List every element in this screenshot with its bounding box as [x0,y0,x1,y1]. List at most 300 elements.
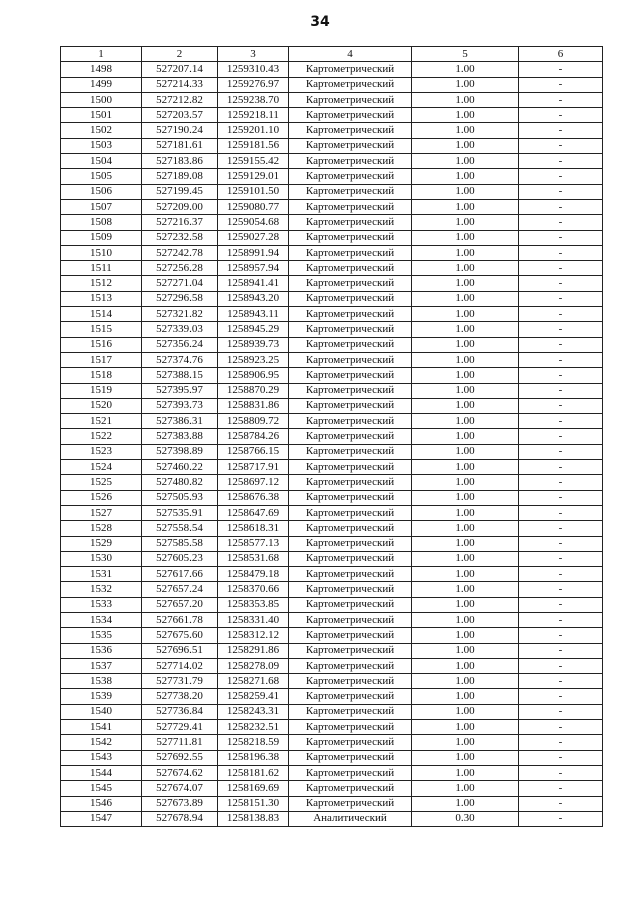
table-row [61,811,603,826]
method-cell: Картометрический [289,582,412,597]
note-cell: - [519,138,603,153]
method-cell: Картометрический [289,154,412,169]
note-cell: - [519,765,603,780]
accuracy-cell: 1.00 [412,674,519,689]
point-number-cell: 1543 [61,750,142,765]
x-coordinate-cell: 527356.24 [142,337,218,352]
accuracy-cell: 1.00 [412,765,519,780]
point-number-cell: 1510 [61,245,142,260]
accuracy-cell: 1.00 [412,536,519,551]
column-header: 4 [289,47,412,62]
x-coordinate-cell: 527207.14 [142,62,218,77]
accuracy-cell: 1.00 [412,475,519,490]
method-cell: Картометрический [289,123,412,138]
point-number-cell: 1515 [61,322,142,337]
y-coordinate-cell: 1258196.38 [218,750,289,765]
note-cell: - [519,490,603,505]
note-cell: - [519,154,603,169]
note-cell: - [519,108,603,123]
method-cell: Картометрический [289,704,412,719]
y-coordinate-cell: 1259027.28 [218,230,289,245]
x-coordinate-cell: 527692.55 [142,750,218,765]
table-row [61,429,603,444]
note-cell: - [519,337,603,352]
note-cell: - [519,536,603,551]
x-coordinate-cell: 527505.93 [142,490,218,505]
accuracy-cell: 1.00 [412,658,519,673]
x-coordinate-cell: 527296.58 [142,291,218,306]
x-coordinate-cell: 527674.62 [142,765,218,780]
note-cell: - [519,811,603,826]
note-cell: - [519,704,603,719]
point-number-cell: 1500 [61,92,142,107]
accuracy-cell: 1.00 [412,398,519,413]
point-number-cell: 1534 [61,612,142,627]
accuracy-cell: 1.00 [412,429,519,444]
accuracy-cell: 1.00 [412,704,519,719]
point-number-cell: 1513 [61,291,142,306]
table-row [61,505,603,520]
x-coordinate-cell: 527388.15 [142,368,218,383]
y-coordinate-cell: 1259218.11 [218,108,289,123]
method-cell: Картометрический [289,184,412,199]
accuracy-cell: 1.00 [412,230,519,245]
table-row [61,582,603,597]
point-number-cell: 1508 [61,215,142,230]
method-cell: Картометрический [289,199,412,214]
x-coordinate-cell: 527696.51 [142,643,218,658]
method-cell: Картометрический [289,612,412,627]
x-coordinate-cell: 527535.91 [142,505,218,520]
point-number-cell: 1517 [61,352,142,367]
note-cell: - [519,612,603,627]
y-coordinate-cell: 1258766.15 [218,444,289,459]
method-cell: Картометрический [289,383,412,398]
method-cell: Картометрический [289,337,412,352]
method-cell: Картометрический [289,352,412,367]
note-cell: - [519,658,603,673]
x-coordinate-cell: 527321.82 [142,307,218,322]
accuracy-cell: 1.00 [412,184,519,199]
table-row [61,276,603,291]
table-row [61,704,603,719]
y-coordinate-cell: 1259155.42 [218,154,289,169]
table-row [61,261,603,276]
page-number: 34 [310,14,330,30]
point-number-cell: 1530 [61,551,142,566]
method-cell: Картометрический [289,689,412,704]
y-coordinate-cell: 1259129.01 [218,169,289,184]
note-cell: - [519,184,603,199]
accuracy-cell: 1.00 [412,796,519,811]
y-coordinate-cell: 1259080.77 [218,199,289,214]
table-row [61,169,603,184]
x-coordinate-cell: 527271.04 [142,276,218,291]
x-coordinate-cell: 527714.02 [142,658,218,673]
method-cell: Картометрический [289,368,412,383]
table-row [61,475,603,490]
accuracy-cell: 1.00 [412,261,519,276]
point-number-cell: 1516 [61,337,142,352]
accuracy-cell: 1.00 [412,123,519,138]
point-number-cell: 1504 [61,154,142,169]
table-row [61,215,603,230]
table-row [61,750,603,765]
method-cell: Картометрический [289,643,412,658]
point-number-cell: 1507 [61,199,142,214]
accuracy-cell: 1.00 [412,337,519,352]
accuracy-cell: 1.00 [412,735,519,750]
table-row [61,154,603,169]
y-coordinate-cell: 1258531.68 [218,551,289,566]
point-number-cell: 1519 [61,383,142,398]
x-coordinate-cell: 527736.84 [142,704,218,719]
note-cell: - [519,429,603,444]
x-coordinate-cell: 527183.86 [142,154,218,169]
column-header: 6 [519,47,603,62]
table-row [61,612,603,627]
accuracy-cell: 1.00 [412,291,519,306]
point-number-cell: 1520 [61,398,142,413]
method-cell: Картометрический [289,521,412,536]
x-coordinate-cell: 527256.28 [142,261,218,276]
point-number-cell: 1518 [61,368,142,383]
x-coordinate-cell: 527657.20 [142,597,218,612]
note-cell: - [519,322,603,337]
y-coordinate-cell: 1258941.41 [218,276,289,291]
table-row [61,123,603,138]
x-coordinate-cell: 527242.78 [142,245,218,260]
note-cell: - [519,689,603,704]
point-number-cell: 1525 [61,475,142,490]
y-coordinate-cell: 1258271.68 [218,674,289,689]
table-row [61,199,603,214]
x-coordinate-cell: 527738.20 [142,689,218,704]
point-number-cell: 1539 [61,689,142,704]
note-cell: - [519,383,603,398]
point-number-cell: 1545 [61,781,142,796]
x-coordinate-cell: 527729.41 [142,720,218,735]
method-cell: Картометрический [289,62,412,77]
y-coordinate-cell: 1258939.73 [218,337,289,352]
note-cell: - [519,505,603,520]
table-row [61,245,603,260]
x-coordinate-cell: 527212.82 [142,92,218,107]
note-cell: - [519,261,603,276]
method-cell: Картометрический [289,551,412,566]
table-row [61,460,603,475]
column-header: 1 [61,47,142,62]
x-coordinate-cell: 527395.97 [142,383,218,398]
method-cell: Картометрический [289,230,412,245]
point-number-cell: 1528 [61,521,142,536]
y-coordinate-cell: 1258479.18 [218,567,289,582]
point-number-cell: 1538 [61,674,142,689]
table-row [61,138,603,153]
accuracy-cell: 1.00 [412,108,519,123]
method-cell: Картометрический [289,261,412,276]
x-coordinate-cell: 527386.31 [142,414,218,429]
accuracy-cell: 1.00 [412,444,519,459]
table-row [61,567,603,582]
point-number-cell: 1506 [61,184,142,199]
column-header: 3 [218,47,289,62]
coordinates-table [60,46,603,827]
point-number-cell: 1529 [61,536,142,551]
y-coordinate-cell: 1258717.91 [218,460,289,475]
y-coordinate-cell: 1258138.83 [218,811,289,826]
point-number-cell: 1523 [61,444,142,459]
table-row [61,735,603,750]
note-cell: - [519,199,603,214]
table-body [61,62,603,827]
method-cell: Картометрический [289,475,412,490]
note-cell: - [519,597,603,612]
x-coordinate-cell: 527199.45 [142,184,218,199]
x-coordinate-cell: 527585.58 [142,536,218,551]
x-coordinate-cell: 527678.94 [142,811,218,826]
x-coordinate-cell: 527657.24 [142,582,218,597]
method-cell: Картометрический [289,796,412,811]
point-number-cell: 1501 [61,108,142,123]
y-coordinate-cell: 1258169.69 [218,781,289,796]
method-cell: Картометрический [289,429,412,444]
column-header: 2 [142,47,218,62]
accuracy-cell: 1.00 [412,505,519,520]
accuracy-cell: 1.00 [412,383,519,398]
accuracy-cell: 1.00 [412,521,519,536]
y-coordinate-cell: 1259101.50 [218,184,289,199]
table-row [61,643,603,658]
point-number-cell: 1522 [61,429,142,444]
accuracy-cell: 1.00 [412,215,519,230]
table-row [61,551,603,566]
note-cell: - [519,460,603,475]
accuracy-cell: 1.00 [412,750,519,765]
note-cell: - [519,796,603,811]
accuracy-cell: 1.00 [412,597,519,612]
x-coordinate-cell: 527393.73 [142,398,218,413]
method-cell: Картометрический [289,276,412,291]
y-coordinate-cell: 1258291.86 [218,643,289,658]
y-coordinate-cell: 1258945.29 [218,322,289,337]
y-coordinate-cell: 1258370.66 [218,582,289,597]
x-coordinate-cell: 527711.81 [142,735,218,750]
table-row [61,230,603,245]
accuracy-cell: 1.00 [412,628,519,643]
accuracy-cell: 1.00 [412,460,519,475]
x-coordinate-cell: 527383.88 [142,429,218,444]
accuracy-cell: 1.00 [412,368,519,383]
method-cell: Картометрический [289,92,412,107]
y-coordinate-cell: 1259201.10 [218,123,289,138]
x-coordinate-cell: 527674.07 [142,781,218,796]
point-number-cell: 1541 [61,720,142,735]
y-coordinate-cell: 1258151.30 [218,796,289,811]
point-number-cell: 1540 [61,704,142,719]
method-cell: Картометрический [289,536,412,551]
point-number-cell: 1544 [61,765,142,780]
method-cell: Картометрический [289,628,412,643]
accuracy-cell: 1.00 [412,276,519,291]
note-cell: - [519,215,603,230]
method-cell: Картометрический [289,490,412,505]
note-cell: - [519,307,603,322]
method-cell: Картометрический [289,291,412,306]
note-cell: - [519,444,603,459]
method-cell: Картометрический [289,444,412,459]
point-number-cell: 1547 [61,811,142,826]
x-coordinate-cell: 527209.00 [142,199,218,214]
x-coordinate-cell: 527232.58 [142,230,218,245]
method-cell: Картометрический [289,720,412,735]
note-cell: - [519,582,603,597]
table-row [61,720,603,735]
y-coordinate-cell: 1258957.94 [218,261,289,276]
method-cell: Картометрический [289,460,412,475]
note-cell: - [519,781,603,796]
table-row [61,77,603,92]
method-cell: Аналитический [289,811,412,826]
table-row [61,291,603,306]
method-cell: Картометрический [289,215,412,230]
point-number-cell: 1527 [61,505,142,520]
method-cell: Картометрический [289,505,412,520]
y-coordinate-cell: 1259181.56 [218,138,289,153]
table-row [61,62,603,77]
point-number-cell: 1536 [61,643,142,658]
table-row [61,414,603,429]
method-cell: Картометрический [289,307,412,322]
x-coordinate-cell: 527460.22 [142,460,218,475]
point-number-cell: 1511 [61,261,142,276]
table-row [61,490,603,505]
method-cell: Картометрический [289,597,412,612]
accuracy-cell: 1.00 [412,781,519,796]
note-cell: - [519,735,603,750]
accuracy-cell: 1.00 [412,92,519,107]
table-row [61,765,603,780]
y-coordinate-cell: 1258676.38 [218,490,289,505]
point-number-cell: 1537 [61,658,142,673]
table-row [61,597,603,612]
table-row [61,796,603,811]
note-cell: - [519,475,603,490]
accuracy-cell: 1.00 [412,490,519,505]
accuracy-cell: 1.00 [412,689,519,704]
note-cell: - [519,77,603,92]
point-number-cell: 1514 [61,307,142,322]
table-row [61,337,603,352]
note-cell: - [519,62,603,77]
column-header: 5 [412,47,519,62]
point-number-cell: 1512 [61,276,142,291]
table-row [61,628,603,643]
point-number-cell: 1542 [61,735,142,750]
note-cell: - [519,643,603,658]
table-row [61,383,603,398]
note-cell: - [519,398,603,413]
y-coordinate-cell: 1258577.13 [218,536,289,551]
method-cell: Картометрический [289,735,412,750]
point-number-cell: 1526 [61,490,142,505]
point-number-cell: 1503 [61,138,142,153]
point-number-cell: 1505 [61,169,142,184]
point-number-cell: 1502 [61,123,142,138]
note-cell: - [519,628,603,643]
y-coordinate-cell: 1258784.26 [218,429,289,444]
y-coordinate-cell: 1258943.11 [218,307,289,322]
accuracy-cell: 1.00 [412,322,519,337]
accuracy-cell: 0.30 [412,811,519,826]
y-coordinate-cell: 1258697.12 [218,475,289,490]
y-coordinate-cell: 1258943.20 [218,291,289,306]
accuracy-cell: 1.00 [412,414,519,429]
accuracy-cell: 1.00 [412,245,519,260]
accuracy-cell: 1.00 [412,169,519,184]
x-coordinate-cell: 527181.61 [142,138,218,153]
x-coordinate-cell: 527398.89 [142,444,218,459]
accuracy-cell: 1.00 [412,62,519,77]
table-row [61,368,603,383]
y-coordinate-cell: 1258243.31 [218,704,289,719]
method-cell: Картометрический [289,169,412,184]
accuracy-cell: 1.00 [412,567,519,582]
table-row [61,92,603,107]
method-cell: Картометрический [289,658,412,673]
table-row [61,184,603,199]
point-number-cell: 1546 [61,796,142,811]
y-coordinate-cell: 1258218.59 [218,735,289,750]
note-cell: - [519,750,603,765]
point-number-cell: 1498 [61,62,142,77]
y-coordinate-cell: 1258353.85 [218,597,289,612]
y-coordinate-cell: 1258831.86 [218,398,289,413]
x-coordinate-cell: 527605.23 [142,551,218,566]
note-cell: - [519,567,603,582]
table-row [61,658,603,673]
accuracy-cell: 1.00 [412,352,519,367]
point-number-cell: 1532 [61,582,142,597]
table-row [61,398,603,413]
x-coordinate-cell: 527216.37 [142,215,218,230]
point-number-cell: 1524 [61,460,142,475]
note-cell: - [519,414,603,429]
note-cell: - [519,720,603,735]
note-cell: - [519,245,603,260]
x-coordinate-cell: 527673.89 [142,796,218,811]
table-row [61,521,603,536]
x-coordinate-cell: 527203.57 [142,108,218,123]
table-row [61,352,603,367]
note-cell: - [519,92,603,107]
x-coordinate-cell: 527558.54 [142,521,218,536]
y-coordinate-cell: 1258618.31 [218,521,289,536]
accuracy-cell: 1.00 [412,154,519,169]
table-row [61,674,603,689]
y-coordinate-cell: 1258809.72 [218,414,289,429]
y-coordinate-cell: 1258181.62 [218,765,289,780]
method-cell: Картометрический [289,765,412,780]
y-coordinate-cell: 1259054.68 [218,215,289,230]
table-row [61,444,603,459]
accuracy-cell: 1.00 [412,582,519,597]
point-number-cell: 1535 [61,628,142,643]
y-coordinate-cell: 1258906.95 [218,368,289,383]
y-coordinate-cell: 1258259.41 [218,689,289,704]
method-cell: Картометрический [289,781,412,796]
table-row [61,781,603,796]
